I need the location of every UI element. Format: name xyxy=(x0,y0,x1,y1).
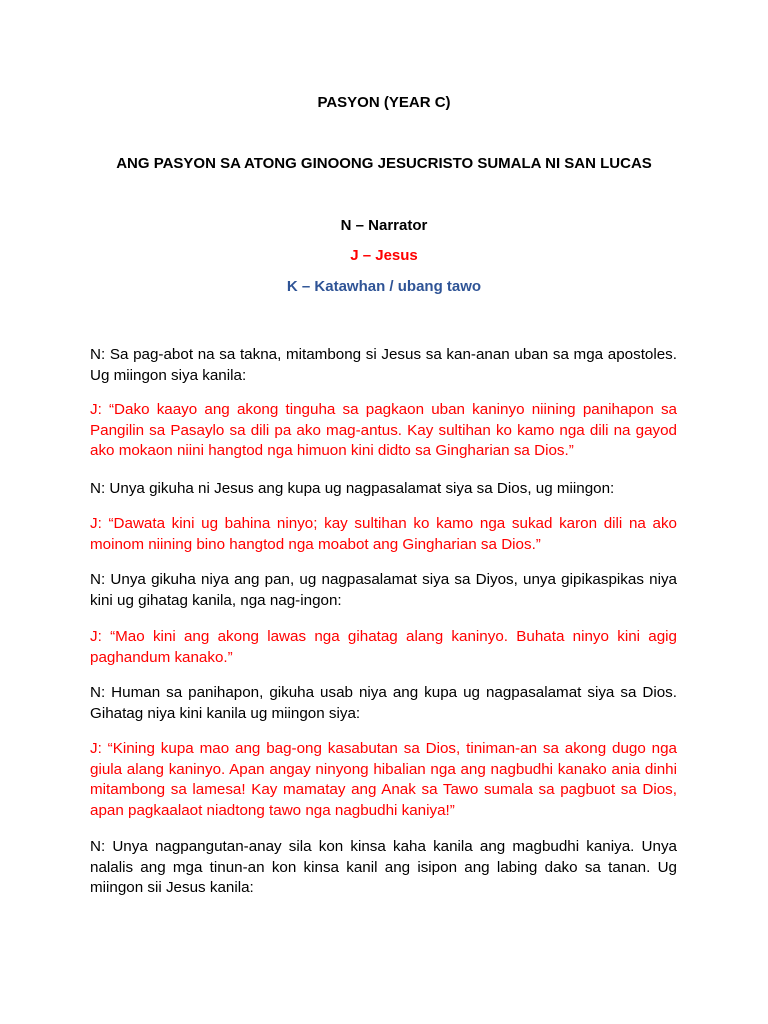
document-title: PASYON (YEAR C) xyxy=(317,94,451,111)
narrator-line: N: Unya gikuha niya ang pan, ug nagpasalamat siya sa Diyos, unya gipikaspikas niya kini ug gihatag kanila, nga nag-ingon: xyxy=(90,571,677,609)
document-subtitle: ANG PASYON SA ATONG GINOONG JESUCRISTO SUMALA NI SAN LUCAS xyxy=(116,155,652,172)
narrator-line: N: Sa pag-abot na sa takna, mitambong si Jesus sa kan-anan uban sa mga apostoles. Ug miingon siya kanila: xyxy=(90,346,677,384)
narrator-line: N: Unya gikuha ni Jesus ang kupa ug nagpasalamat siya sa Dios, ug miingon: xyxy=(90,480,615,497)
jesus-line: J: “Dako kaayo ang akong tinguha sa pagkaon uban kaninyo niining panihapon sa Pangilin sa Pasaylo sa dili pa ako mag-antus. Kay sultihan ko kamo nga dili na gayod ako mokaon niini hangtod nga himuon kini didto sa Gingharian sa Dios.” xyxy=(90,401,677,459)
legend-jesus: J – Jesus xyxy=(350,247,418,264)
legend-narrator: N – Narrator xyxy=(340,217,428,234)
jesus-line: J: “Kining kupa mao ang bag-ong kasabutan sa Dios, tiniman-an sa akong dugo nga giula alang kaninyo. Apan angay ninyong hibalian nga ang nagbudhi kanako ania dinhi mitambong sa lamesa! Kay mamatay ang Anak sa Tawo sumala sa pagbuot sa Dios, apan pagkaalaot niadtong tawo nga nagbudhi kaniya!” xyxy=(90,740,677,819)
jesus-line: J: “Dawata kini ug bahina ninyo; kay sultihan ko kamo nga sukad karon dili na ako moinom niining bino hangtod nga moabot ang Gingharian sa Dios.” xyxy=(90,515,677,553)
legend-people: K – Katawhan / ubang tawo xyxy=(286,278,482,295)
narrator-line: N: Human sa panihapon, gikuha usab niya ang kupa ug nagpasalamat siya sa Dios. Gihatag niya kini kanila ug miingon siya: xyxy=(90,684,677,722)
jesus-line: J: “Mao kini ang akong lawas nga gihatag alang kaninyo. Buhata ninyo kini agig paghandum kanako.” xyxy=(90,628,677,666)
narrator-line: N: Unya nagpangutan-anay sila kon kinsa kaha kanila ang magbudhi kaniya. Unya nalalis ang mga tinun-an kon kinsa kanil ang isipon ang labing dako sa tanan. Ug miingon sii Jesus kanila: xyxy=(90,838,677,896)
